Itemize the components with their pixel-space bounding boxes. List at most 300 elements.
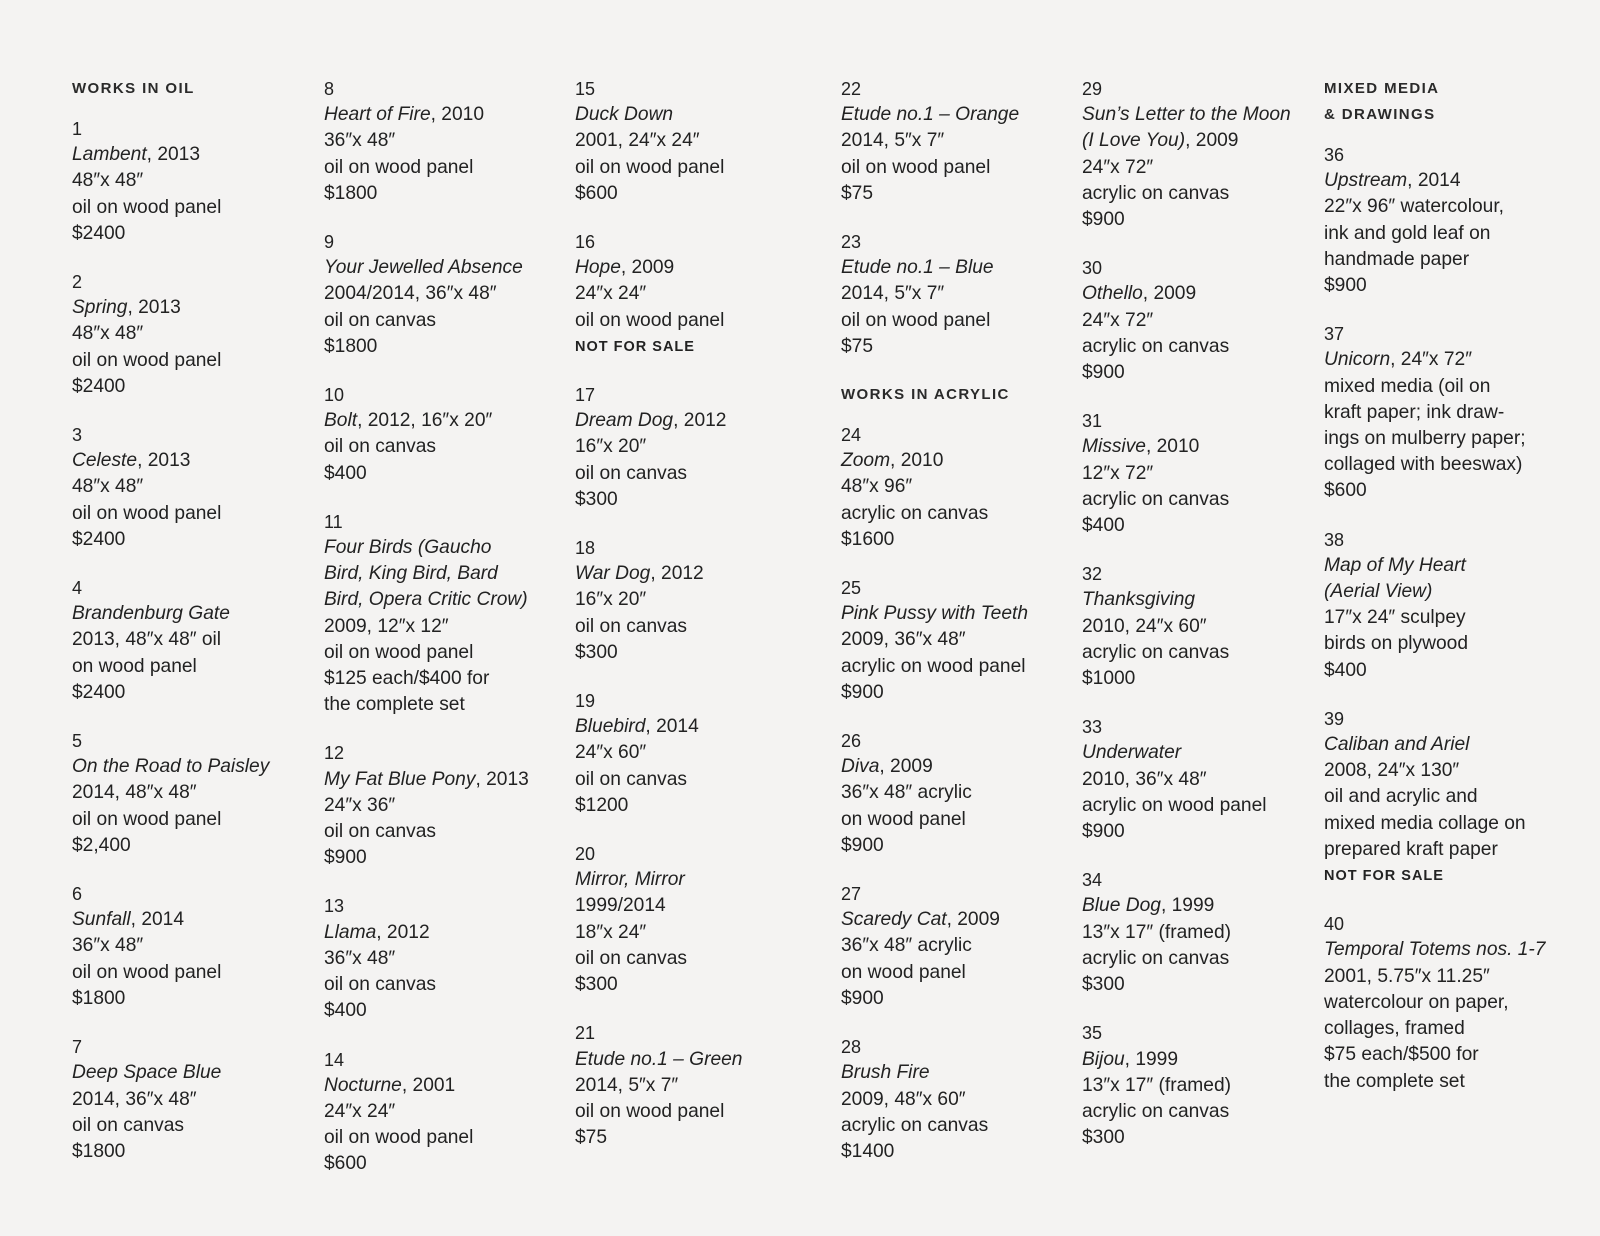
- title-suffix: , 1999: [1124, 1048, 1179, 1070]
- entry-detail: oil on canvas: [575, 768, 687, 790]
- entry-detail: 2014, 5″x 7″: [841, 283, 945, 305]
- entry-number: 2: [72, 272, 83, 293]
- catalogue-entry: [575, 76, 825, 207]
- not-for-sale-label: NOT FOR SALE: [575, 338, 695, 355]
- entry-title-line: [324, 1073, 574, 1099]
- entry-detail: oil and acrylic and: [1324, 786, 1478, 808]
- entry-title-line: [1324, 579, 1564, 605]
- column-6: [1324, 76, 1564, 1117]
- artwork-title: Llama: [324, 921, 377, 943]
- title-suffix: , 2009: [1185, 130, 1239, 152]
- artwork-title: Mirror, Mirror: [575, 869, 685, 891]
- artwork-title: Heart of Fire: [324, 104, 431, 126]
- entry-detail: $900: [1082, 821, 1125, 843]
- entry-detail: $75: [575, 1127, 608, 1149]
- catalogue-entry: [841, 728, 1091, 859]
- entry-title-line: [324, 535, 574, 561]
- section-heading-line: WORKS IN OIL: [72, 80, 195, 97]
- title-suffix: , 2010: [430, 104, 484, 126]
- entry-title-line: [841, 255, 1091, 281]
- artwork-title: Thanksgiving: [1082, 589, 1196, 611]
- catalogue-entry: [72, 422, 322, 553]
- entry-detail: collaged with beeswax): [1324, 454, 1523, 476]
- entry-detail: 48″x 48″: [72, 476, 144, 498]
- artwork-title: Temporal Totems nos. 1-7: [1324, 939, 1546, 961]
- entry-detail: acrylic on canvas: [1082, 641, 1230, 663]
- artwork-title: Brush Fire: [841, 1062, 930, 1084]
- entry-detail: acrylic on canvas: [1082, 1100, 1230, 1122]
- entry-number: 21: [575, 1023, 596, 1044]
- catalogue-entry: [72, 1034, 322, 1165]
- entry-detail: 2014, 48″x 48″: [72, 782, 197, 804]
- section-heading: [72, 76, 322, 102]
- entry-detail: acrylic on canvas: [1082, 182, 1230, 204]
- entry-title-line: [575, 714, 825, 740]
- entry-number: 40: [1324, 914, 1345, 935]
- entry-detail: 24″x 72″: [1082, 156, 1154, 178]
- catalogue-entry: [324, 740, 574, 871]
- entry-detail: $900: [1324, 275, 1367, 297]
- artwork-title: Brandenburg Gate: [72, 603, 230, 625]
- catalogue-entry: [1082, 714, 1332, 845]
- entry-detail: oil on canvas: [324, 436, 436, 458]
- column-2: [324, 76, 574, 1200]
- entry-detail: mixed media (oil on: [1324, 375, 1491, 397]
- entry-detail: $1600: [841, 528, 895, 550]
- entry-title-line: [1082, 740, 1332, 766]
- artwork-title: Etude no.1 – Blue: [841, 257, 994, 279]
- entry-detail: 16″x 20″: [575, 589, 647, 611]
- entry-detail: acrylic on canvas: [841, 502, 989, 524]
- entry-title-line: [575, 561, 825, 587]
- entry-detail: oil on wood panel: [575, 309, 725, 331]
- entry-title-line: [841, 448, 1091, 474]
- catalogue-entry: [1324, 321, 1564, 504]
- catalogue-entry: [1082, 1020, 1332, 1151]
- entry-detail: oil on wood panel: [72, 961, 222, 983]
- title-suffix: , 1999: [1160, 895, 1215, 917]
- catalogue-entry: [72, 116, 322, 247]
- entry-detail: 24″x 24″: [575, 283, 647, 305]
- entry-detail: 2013, 48″x 48″ oil: [72, 629, 222, 651]
- entry-detail: 36″x 48″: [324, 947, 396, 969]
- entry-number: 29: [1082, 79, 1103, 99]
- entry-title-line: [72, 448, 322, 474]
- entry-title-line: [841, 1060, 1091, 1086]
- entry-detail: 36″x 48″: [72, 935, 144, 957]
- title-suffix: , 2009: [1142, 283, 1197, 305]
- entry-detail: 2009, 48″x 60″: [841, 1088, 966, 1110]
- artwork-title: Nocturne: [324, 1074, 402, 1096]
- artwork-title: War Dog: [575, 563, 651, 585]
- catalogue-entry: [575, 535, 825, 666]
- entry-detail: oil on wood panel: [72, 196, 222, 218]
- entry-number: 3: [72, 425, 83, 446]
- artwork-title: Lambent: [72, 144, 147, 166]
- artwork-title: Bird, Opera Critic Crow): [324, 589, 528, 611]
- entry-detail: $2400: [72, 681, 126, 703]
- entry-detail: $300: [1082, 1127, 1125, 1149]
- catalogue-entry: [1082, 867, 1332, 998]
- title-suffix: , 2013: [146, 144, 201, 166]
- entry-detail: oil on wood panel: [841, 309, 991, 331]
- entry-number: 20: [575, 844, 596, 865]
- entry-detail: 2001, 5.75″x 11.25″: [1324, 965, 1490, 987]
- entry-detail: $1800: [324, 182, 378, 204]
- artwork-title: My Fat Blue Pony: [324, 768, 476, 790]
- title-suffix: , 24″x 72″: [1390, 349, 1472, 371]
- entry-detail: ink and gold leaf on: [1324, 222, 1491, 244]
- title-suffix: , 2010: [890, 450, 944, 472]
- entry-title-line: [1082, 587, 1332, 613]
- catalogue-entry: [841, 76, 1091, 207]
- entry-detail: 2004/2014, 36″x 48″: [324, 283, 497, 305]
- entry-detail: collages, framed: [1324, 1018, 1465, 1040]
- entry-number: 23: [841, 232, 862, 253]
- entry-number: 24: [841, 425, 862, 446]
- catalogue-entry: [575, 229, 825, 360]
- entry-detail: mixed media collage on: [1324, 812, 1526, 834]
- artwork-title: Map of My Heart: [1324, 554, 1466, 576]
- entry-detail: $2400: [72, 528, 126, 550]
- entry-detail: oil on wood panel: [72, 349, 222, 371]
- column-4: [841, 76, 1091, 1187]
- catalogue-entry: [841, 575, 1091, 706]
- entry-title-line: [72, 907, 322, 933]
- title-suffix: , 2009: [620, 257, 675, 279]
- entry-detail: birds on plywood: [1324, 633, 1468, 655]
- title-suffix: , 2009: [946, 909, 1000, 931]
- title-suffix: , 2012: [650, 563, 704, 585]
- artwork-title: Bird, King Bird, Bard: [324, 563, 498, 585]
- artwork-title: Othello: [1082, 283, 1143, 305]
- entry-detail: $2400: [72, 222, 126, 244]
- entry-detail: oil on wood panel: [72, 808, 222, 830]
- entry-detail: oil on wood panel: [324, 156, 474, 178]
- artwork-title: Zoom: [841, 450, 891, 472]
- catalogue-entry: [841, 881, 1091, 1012]
- entry-number: 16: [575, 232, 596, 253]
- entry-detail: $75: [841, 335, 874, 357]
- entry-detail: 2008, 24″x 130″: [1324, 760, 1460, 782]
- entry-title-line: [324, 102, 574, 128]
- title-suffix: , 2010: [1145, 436, 1200, 458]
- entry-number: 34: [1082, 870, 1103, 891]
- section-heading-line: WORKS IN ACRYLIC: [841, 386, 1010, 404]
- entry-detail: $300: [575, 488, 618, 510]
- entry-detail: $75 each/$500 for: [1324, 1044, 1479, 1066]
- entry-title-line: [72, 1060, 322, 1086]
- entry-detail: 2009, 12″x 12″: [324, 615, 449, 637]
- entry-detail: 13″x 17″ (framed): [1082, 1074, 1232, 1096]
- entry-number: 14: [324, 1049, 345, 1070]
- entry-detail: oil on wood panel: [575, 156, 725, 178]
- column-3: [575, 76, 825, 1173]
- entry-detail: oil on wood panel: [841, 156, 991, 178]
- entry-detail: acrylic on wood panel: [841, 655, 1026, 677]
- artwork-title: Unicorn: [1324, 349, 1391, 371]
- not-for-sale-label: NOT FOR SALE: [1324, 868, 1444, 885]
- entry-detail: 2010, 24″x 60″: [1082, 615, 1207, 637]
- entry-detail: $900: [1082, 209, 1125, 231]
- catalogue-entry: [575, 688, 825, 819]
- entry-title-line: [841, 102, 1091, 128]
- entry-title-line: [1082, 102, 1332, 128]
- entry-title-line: [841, 601, 1091, 627]
- entry-detail: 24″x 60″: [575, 742, 647, 764]
- catalogue-entry: [324, 1047, 574, 1178]
- entry-number: 17: [575, 385, 596, 406]
- entry-detail: $1800: [72, 1140, 126, 1162]
- entry-title-line: [575, 408, 825, 434]
- artwork-title: Bolt: [324, 410, 358, 432]
- section-heading-line: MIXED MEDIA: [1324, 80, 1440, 97]
- title-suffix: , 2013: [137, 450, 191, 472]
- artwork-title: Sunfall: [72, 909, 131, 931]
- entry-detail: oil on wood panel: [324, 641, 474, 663]
- entry-detail: 48″x 96″: [841, 476, 913, 498]
- entry-title-line: [324, 561, 574, 587]
- entry-detail: $1000: [1082, 668, 1136, 690]
- entry-detail: $75: [841, 182, 874, 204]
- entry-detail: $900: [841, 834, 884, 856]
- entry-detail: $400: [324, 462, 367, 484]
- catalogue-entry: [575, 841, 825, 998]
- entry-detail: on wood panel: [841, 808, 966, 830]
- entry-detail: $300: [1082, 974, 1125, 996]
- catalogue-entry: [324, 229, 574, 360]
- entry-detail: $400: [324, 1000, 367, 1022]
- catalogue-entry: [1082, 561, 1332, 692]
- entry-detail: 48″x 48″: [72, 170, 144, 192]
- entry-detail: oil on wood panel: [575, 1100, 725, 1122]
- artwork-title: Hope: [575, 257, 621, 279]
- entry-detail: handmade paper: [1324, 248, 1470, 270]
- entry-title-line: [72, 601, 322, 627]
- entry-detail: $300: [575, 974, 618, 996]
- catalogue-entry: [72, 269, 322, 400]
- artwork-title: Diva: [841, 756, 880, 778]
- entry-detail: 36″x 48″ acrylic: [841, 782, 972, 804]
- entry-number: 5: [72, 731, 83, 752]
- entry-detail: on wood panel: [72, 655, 197, 677]
- entry-number: 9: [324, 232, 335, 253]
- catalogue-entry: [1082, 255, 1332, 386]
- entry-title-line: [324, 408, 574, 434]
- entry-detail: $2400: [72, 375, 126, 397]
- entry-number: 37: [1324, 324, 1345, 345]
- entry-detail: 18″x 24″: [575, 921, 647, 943]
- entry-title-line: [1324, 553, 1564, 579]
- title-suffix: , 2014: [130, 909, 185, 931]
- entry-number: 25: [841, 578, 862, 599]
- entry-detail: $400: [1082, 515, 1125, 537]
- entry-number: 1: [72, 119, 83, 139]
- catalogue-entry: [1324, 527, 1564, 684]
- entry-detail: acrylic on canvas: [1082, 335, 1230, 357]
- entry-detail: $125 each/$400 for: [324, 668, 490, 690]
- entry-detail: 2014, 5″x 7″: [841, 130, 945, 152]
- entry-number: 12: [324, 743, 345, 764]
- entry-detail: $1800: [324, 335, 378, 357]
- entry-title-line: [1082, 434, 1332, 460]
- entry-detail: 1999/2014: [575, 895, 666, 917]
- catalogue-entry: [324, 382, 574, 487]
- artwork-title: Pink Pussy with Teeth: [841, 603, 1028, 625]
- catalogue-entry: [324, 893, 574, 1024]
- entry-detail: $300: [575, 641, 618, 663]
- entry-detail: on wood panel: [841, 961, 966, 983]
- title-suffix: , 2012: [376, 921, 430, 943]
- entry-detail: oil on canvas: [575, 462, 687, 484]
- catalogue-entry: [72, 575, 322, 706]
- artwork-title: Your Jewelled Absence: [324, 257, 523, 279]
- catalogue-entry: [72, 728, 322, 859]
- entry-title-line: [324, 920, 574, 946]
- entry-title-line: [1324, 732, 1564, 758]
- entry-detail: 12″x 72″: [1082, 462, 1154, 484]
- entry-detail: prepared kraft paper: [1324, 838, 1498, 860]
- entry-number: 18: [575, 538, 596, 559]
- entry-number: 19: [575, 691, 596, 712]
- entry-number: 31: [1082, 411, 1103, 432]
- entry-number: 8: [324, 79, 335, 99]
- entry-number: 13: [324, 896, 345, 917]
- artwork-title: Etude no.1 – Green: [575, 1048, 743, 1070]
- entry-detail: the complete set: [324, 694, 465, 716]
- artwork-title: Bluebird: [575, 716, 646, 738]
- entry-title-line: [841, 907, 1091, 933]
- entry-detail: $1200: [575, 794, 629, 816]
- entry-detail: watercolour on paper,: [1324, 991, 1509, 1013]
- entry-detail: oil on canvas: [324, 309, 436, 331]
- entry-detail: 24″x 36″: [324, 794, 396, 816]
- entry-title-line: [575, 255, 825, 281]
- artwork-title: Upstream: [1324, 170, 1408, 192]
- entry-detail: 2014, 5″x 7″: [575, 1074, 679, 1096]
- entry-detail: acrylic on canvas: [841, 1114, 989, 1136]
- entry-title-line: [1082, 128, 1332, 154]
- entry-title-line: [1082, 893, 1332, 919]
- artwork-title: Spring: [72, 297, 128, 319]
- catalogue-entry: [1082, 76, 1332, 233]
- artwork-title: Bijou: [1082, 1048, 1125, 1070]
- entry-detail: $900: [1082, 362, 1125, 384]
- catalogue-entry: [1082, 408, 1332, 539]
- catalogue-entry: [841, 1034, 1091, 1165]
- entry-detail: 2014, 36″x 48″: [72, 1088, 197, 1110]
- section-heading: [1324, 76, 1564, 128]
- entry-number: 36: [1324, 145, 1345, 165]
- title-suffix: , 2009: [879, 756, 933, 778]
- artwork-title: (Aerial View): [1324, 581, 1433, 603]
- artwork-title: Caliban and Ariel: [1324, 734, 1470, 756]
- artwork-title: Celeste: [72, 450, 138, 472]
- entry-detail: oil on wood panel: [324, 1127, 474, 1149]
- artwork-title: Deep Space Blue: [72, 1062, 222, 1084]
- title-suffix: , 2014: [645, 716, 699, 738]
- entry-title-line: [324, 255, 574, 281]
- entry-detail: the complete set: [1324, 1070, 1465, 1092]
- entry-title-line: [575, 867, 825, 893]
- entry-detail: $2,400: [72, 834, 131, 856]
- entry-number: 38: [1324, 529, 1345, 550]
- entry-detail: 2010, 36″x 48″: [1082, 768, 1207, 790]
- entry-title-line: [841, 754, 1091, 780]
- catalogue-entry: [1324, 911, 1564, 1094]
- entry-detail: 2001, 24″x 24″: [575, 130, 700, 152]
- entry-number: 32: [1082, 564, 1103, 585]
- entry-number: 30: [1082, 258, 1103, 279]
- entry-detail: 16″x 20″: [575, 436, 647, 458]
- artwork-title: Sun’s Letter to the Moon: [1082, 104, 1291, 126]
- entry-detail: $600: [324, 1153, 367, 1175]
- entry-detail: oil on canvas: [575, 947, 687, 969]
- artwork-title: Duck Down: [575, 104, 674, 126]
- entry-title-line: [324, 767, 574, 793]
- entry-number: 22: [841, 79, 862, 99]
- entry-detail: $900: [841, 681, 884, 703]
- entry-detail: kraft paper; ink draw-: [1324, 401, 1505, 423]
- title-suffix: , 2001: [401, 1074, 456, 1096]
- entry-number: 4: [72, 578, 83, 599]
- entry-detail: oil on canvas: [72, 1114, 184, 1136]
- entry-detail: 17″x 24″ sculpey: [1324, 607, 1466, 629]
- catalogue-entry: [1324, 142, 1564, 299]
- entry-title-line: [1324, 347, 1564, 373]
- entry-title-line: [1324, 937, 1564, 963]
- entry-number: 28: [841, 1037, 862, 1058]
- entry-title-line: [72, 295, 322, 321]
- entry-number: 35: [1082, 1023, 1103, 1044]
- entry-title-line: [575, 102, 825, 128]
- entry-number: 10: [324, 385, 345, 406]
- entry-detail: $400: [1324, 659, 1367, 681]
- entry-number: 6: [72, 884, 83, 905]
- entry-detail: acrylic on canvas: [1082, 488, 1230, 510]
- artwork-title: Scaredy Cat: [841, 909, 947, 931]
- entry-number: 27: [841, 884, 862, 905]
- artwork-title: Blue Dog: [1082, 895, 1161, 917]
- entry-title-line: [575, 1047, 825, 1073]
- entry-detail: 2009, 36″x 48″: [841, 629, 966, 651]
- catalogue-entry: [324, 509, 574, 719]
- catalogue-entry: [72, 881, 322, 1012]
- catalogue-entry: [575, 382, 825, 513]
- catalogue-entry: [1324, 706, 1564, 889]
- artwork-title: Four Birds (Gaucho: [324, 537, 492, 559]
- entry-number: 26: [841, 731, 862, 752]
- entry-detail: $900: [841, 987, 884, 1009]
- title-suffix: , 2012, 16″x 20″: [357, 410, 493, 432]
- entry-title-line: [72, 754, 322, 780]
- entry-detail: oil on canvas: [324, 821, 436, 843]
- section-heading: [841, 382, 1091, 408]
- entry-detail: oil on canvas: [324, 974, 436, 996]
- title-suffix: , 2013: [475, 768, 529, 790]
- entry-detail: acrylic on wood panel: [1082, 794, 1267, 816]
- artwork-title: Missive: [1082, 436, 1146, 458]
- entry-number: 15: [575, 79, 596, 99]
- catalogue-entry: [324, 76, 574, 207]
- entry-title-line: [1324, 168, 1564, 194]
- catalogue-entry: [841, 229, 1091, 360]
- artwork-title: On the Road to Paisley: [72, 756, 270, 778]
- artwork-title: Underwater: [1082, 742, 1182, 764]
- entry-detail: 48″x 48″: [72, 323, 144, 345]
- entry-detail: oil on canvas: [575, 615, 687, 637]
- entry-detail: acrylic on canvas: [1082, 947, 1230, 969]
